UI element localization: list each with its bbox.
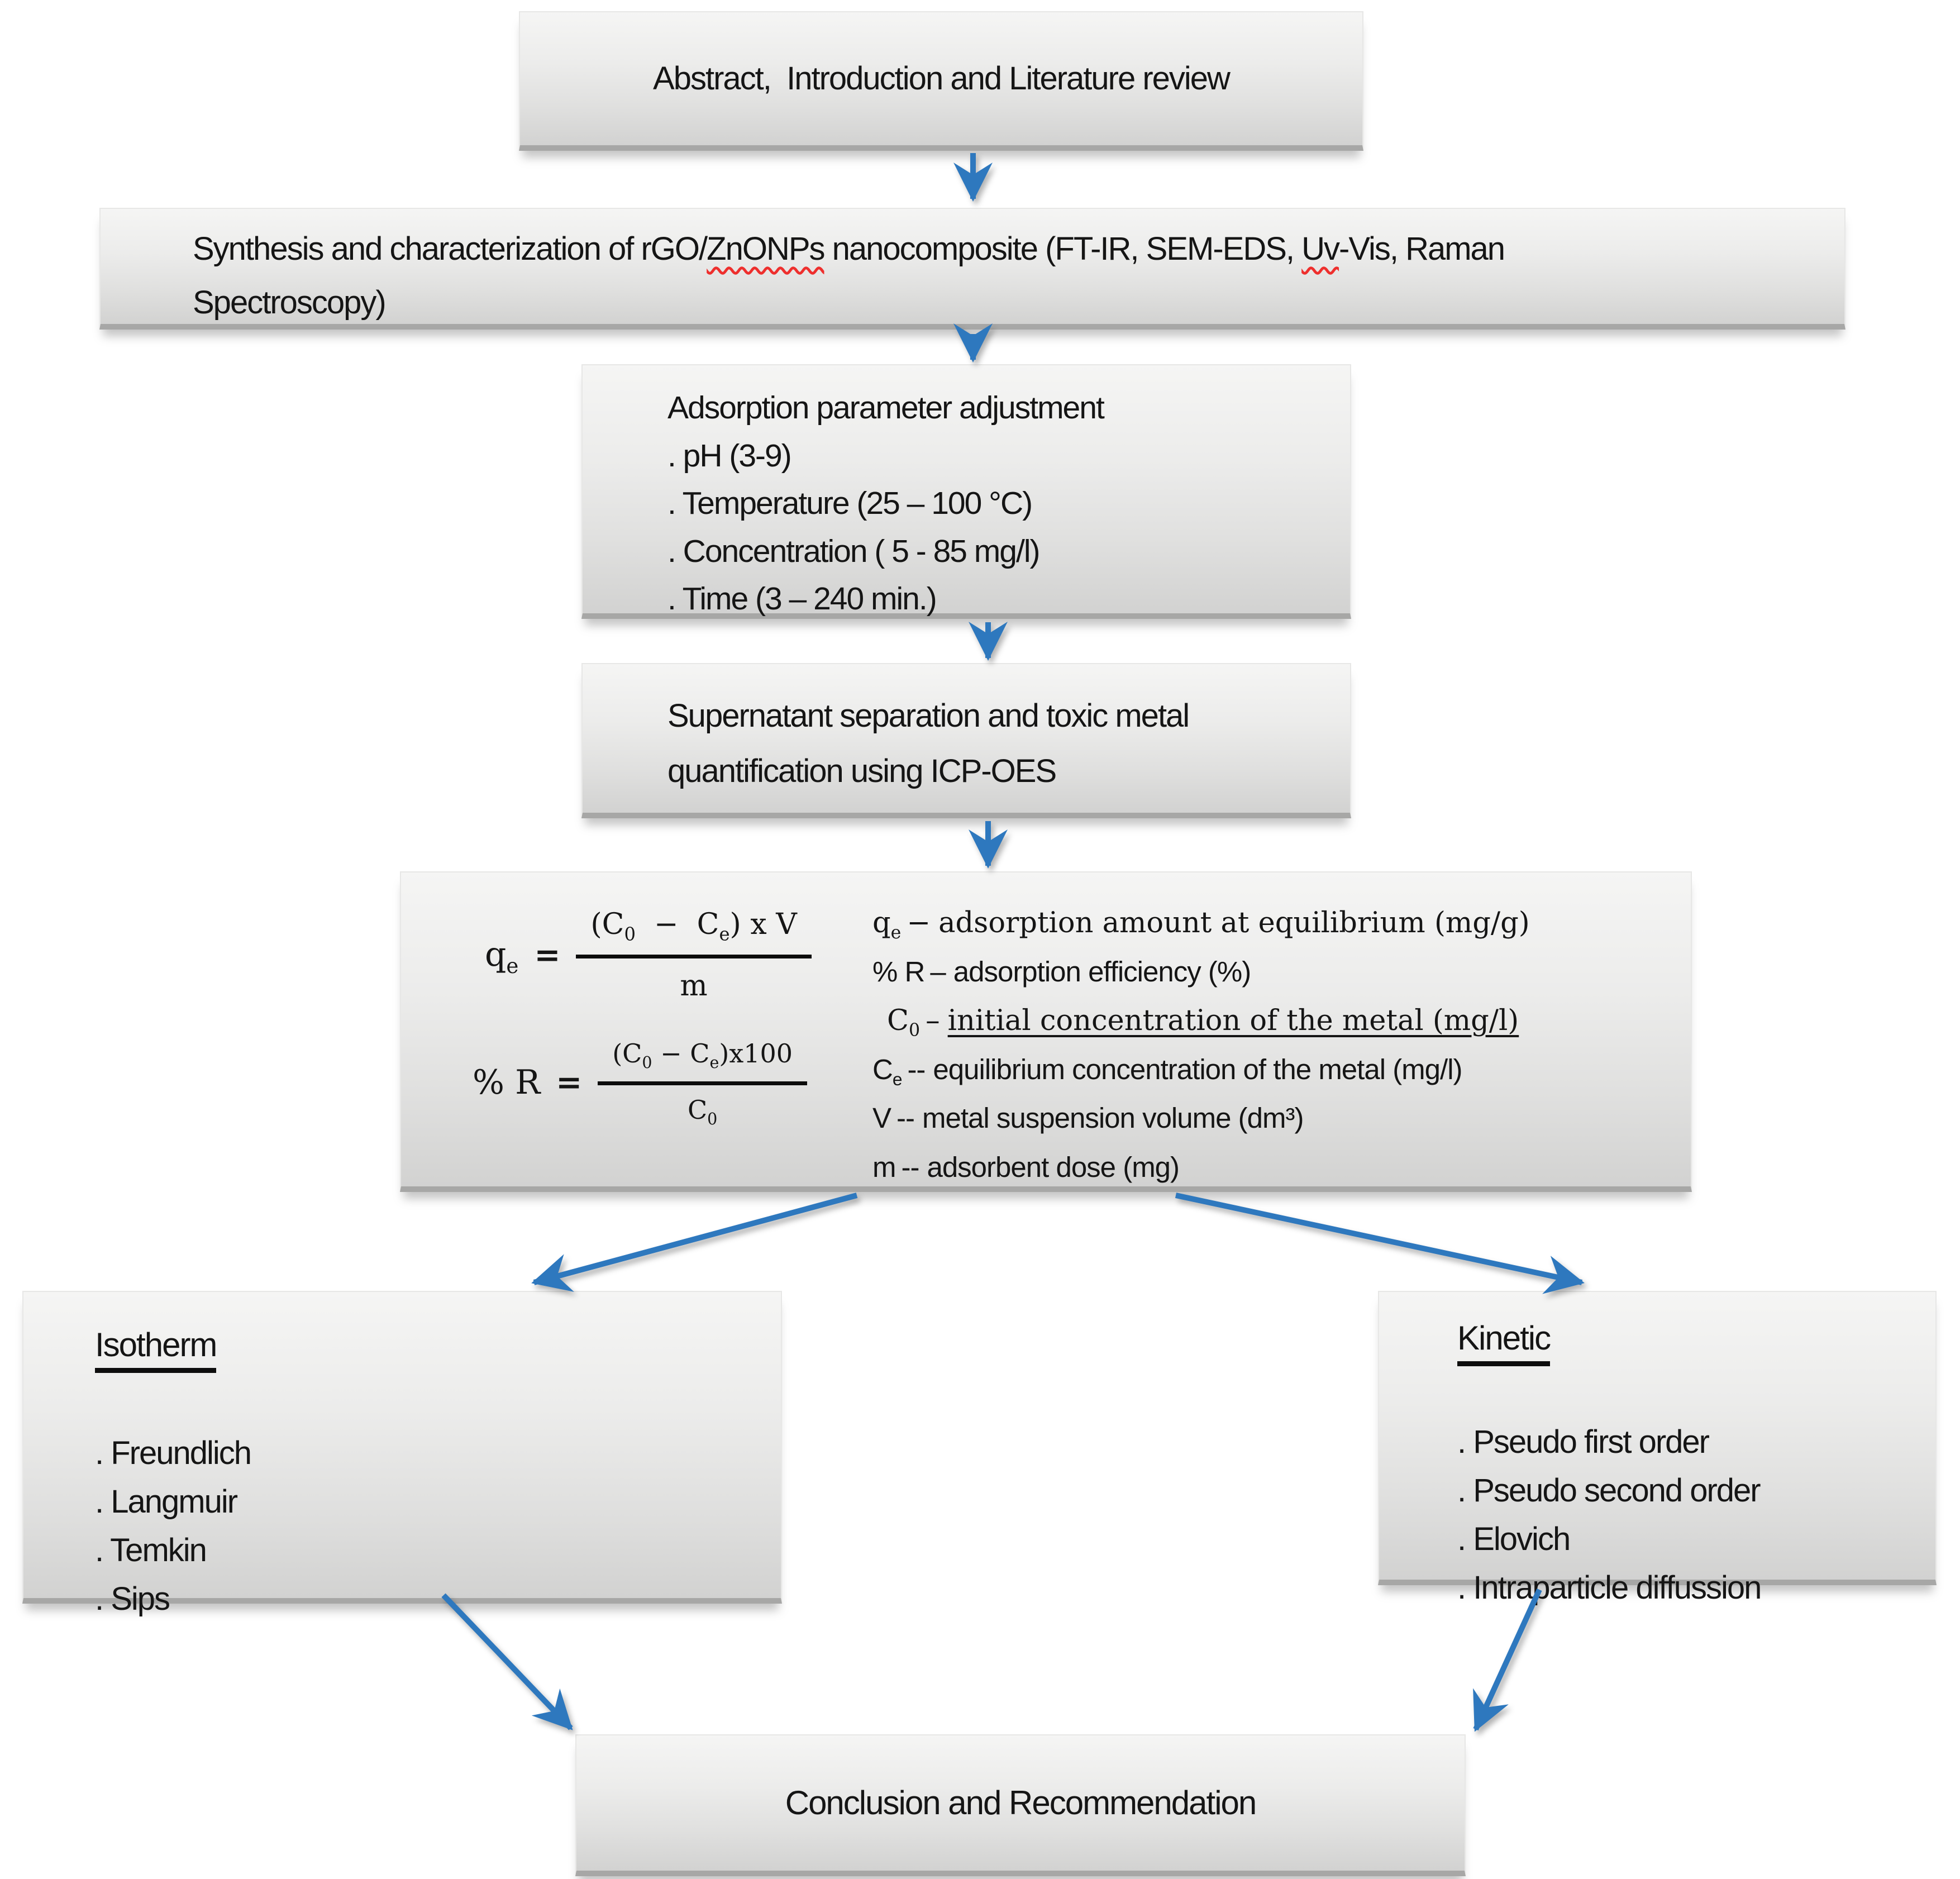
legend-line-percent-r: % R – adsorption efficiency (%)	[872, 956, 1251, 988]
box-isotherm	[22, 1291, 782, 1617]
arrow-equations-to-isotherm	[534, 1195, 857, 1282]
params-item: . pH (3-9)	[667, 437, 791, 474]
kinetic-item: . Intraparticle diffussion	[1457, 1570, 1761, 1606]
legend-line-m: m -- adsorbent dose (mg)	[872, 1151, 1180, 1183]
params-item: . Temperature (25 – 100 °C)	[667, 485, 1032, 521]
isotherm-item: . Freundlich	[95, 1435, 251, 1471]
fraction-denominator: m	[680, 969, 708, 1003]
synthesis-text-segment: nanocomposite (FT-IR, SEM-EDS,	[824, 231, 1302, 267]
params-title: Adsorption parameter adjustment	[667, 390, 1104, 426]
box-equations	[400, 871, 1692, 1192]
box-abstract	[519, 11, 1363, 151]
legend-line-qe: $q_e$ − adsorption amount at equilibrium (mg/g)	[872, 907, 1530, 943]
isotherm-item: . Langmuir	[95, 1484, 237, 1520]
legend-line-v: V -- metal suspension volume (dm³)	[872, 1102, 1304, 1134]
supernatant-line2: quantification using ICP-OES	[667, 752, 1056, 789]
supernatant-line1: Supernatant separation and toxic metal	[667, 698, 1189, 734]
kinetic-item: . Pseudo second order	[1457, 1472, 1760, 1509]
box-synthesis	[99, 208, 1845, 330]
params-item: . Concentration ( 5 - 85 mg/l)	[667, 533, 1039, 569]
fraction	[598, 1033, 807, 1132]
params-item: . Time (3 – 240 min.)	[667, 581, 936, 617]
fraction-numerator: $(C_0 - C_e)x100$	[598, 1033, 807, 1085]
formula-percent-r	[473, 1033, 807, 1132]
kinetic-item: . Pseudo first order	[1457, 1424, 1709, 1460]
kinetic-heading: Kinetic	[1457, 1317, 1550, 1366]
box-supernatant-separation	[581, 663, 1351, 818]
synthesis-text-segment: -Vis, Raman	[1339, 231, 1505, 267]
formula-qe	[485, 902, 812, 1009]
synthesis-text-segment: Synthesis and characterization of rGO/	[193, 231, 707, 267]
box-kinetic	[1378, 1291, 1937, 1606]
misspelled-word-uv: Uv	[1301, 231, 1339, 267]
synthesis-text-line2: Spectroscopy)	[193, 284, 385, 321]
legend-line-ce: $C_e$ -- equilibrium concentration of the metal (mg/l)	[872, 1053, 1462, 1090]
box-conclusion	[575, 1734, 1466, 1876]
fraction	[576, 902, 811, 1009]
isotherm-heading: Isotherm	[95, 1324, 216, 1373]
misspelled-word-znonps: ZnONPs	[707, 231, 824, 267]
box-synthesis-text	[193, 222, 1822, 330]
isotherm-item: . Sips	[95, 1581, 170, 1617]
fraction-numerator: $(C_0 - C_e)$ x V	[576, 902, 811, 958]
kinetic-item: . Elovich	[1457, 1521, 1570, 1557]
conclusion-text: Conclusion and Recommendation	[785, 1784, 1256, 1821]
legend-line-c0: $C_0$ – initial concentration of the metal (mg/l)	[887, 1004, 1519, 1041]
formula-pr-lhs: % R	[473, 1063, 541, 1103]
equals-sign: =	[556, 1064, 583, 1101]
equals-sign: =	[534, 936, 561, 974]
arrow-equations-to-kinetic	[1176, 1195, 1582, 1282]
box-adsorption-parameters	[581, 364, 1351, 619]
symbol-legend	[872, 899, 1530, 1192]
box-abstract-text: Abstract, Introduction and Literature review	[653, 60, 1229, 97]
formula-qe-lhs: $q_e$	[485, 935, 519, 979]
fraction-denominator: $C_0$	[687, 1094, 718, 1128]
kinetic-list	[1457, 1418, 1924, 1612]
isotherm-list	[95, 1429, 770, 1623]
isotherm-item: . Temkin	[95, 1532, 206, 1568]
